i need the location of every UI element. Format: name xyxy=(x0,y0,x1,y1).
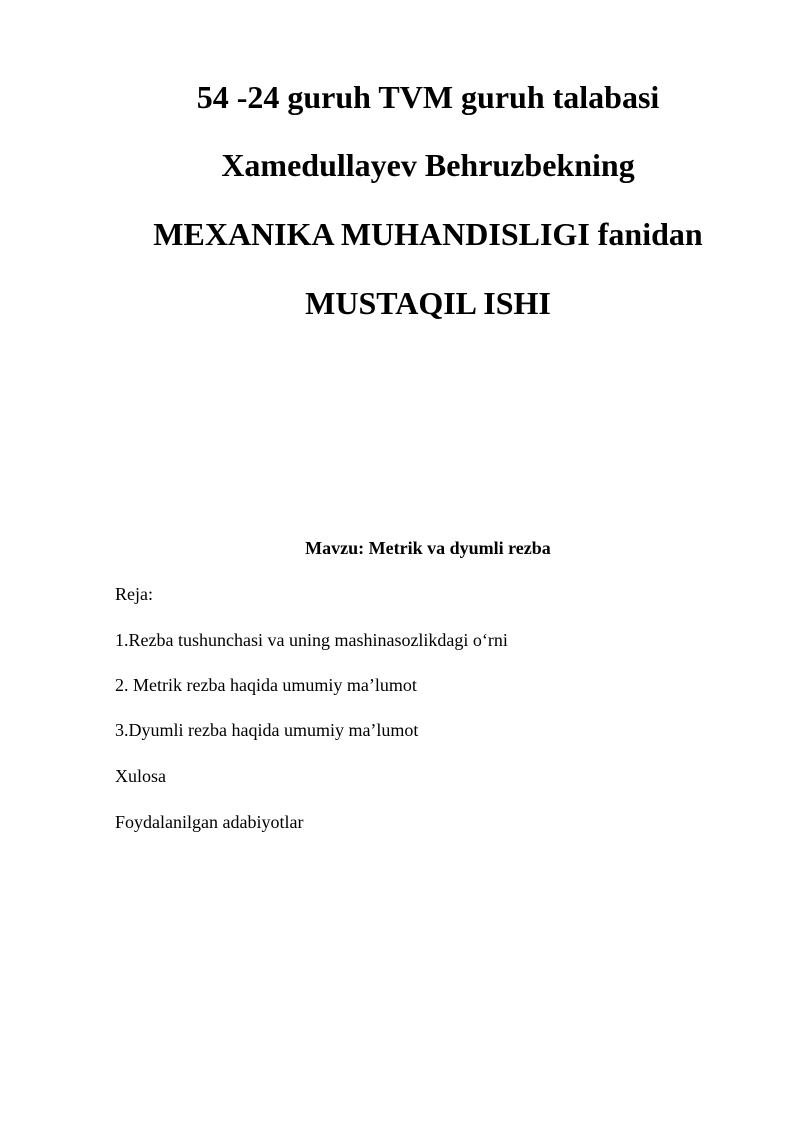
plan-item: Xulosa xyxy=(115,766,166,786)
plan-heading: Reja: xyxy=(115,584,153,604)
plan-item: 2. Metrik rezba haqida umumiy ma’lumot xyxy=(115,675,417,695)
title-line-work-type: MUSTAQIL ISHI xyxy=(305,285,551,321)
plan-item: Foydalanilgan adabiyotlar xyxy=(115,812,304,832)
plan-item: 1.Rezba tushunchasi va uning mashinasozlikdagi o‘rni xyxy=(115,630,508,650)
title-line-student-name: Xamedullayev Behruzbekning xyxy=(221,147,635,183)
title-line-subject: MEXANIKA MUHANDISLIGI fanidan xyxy=(153,216,703,252)
plan-item: 3.Dyumli rezba haqida umumiy ma’lumot xyxy=(115,720,419,740)
title-line-group: 54 -24 guruh TVM guruh talabasi xyxy=(196,79,660,115)
topic-heading: Mavzu: Metrik va dyumli rezba xyxy=(305,538,551,558)
